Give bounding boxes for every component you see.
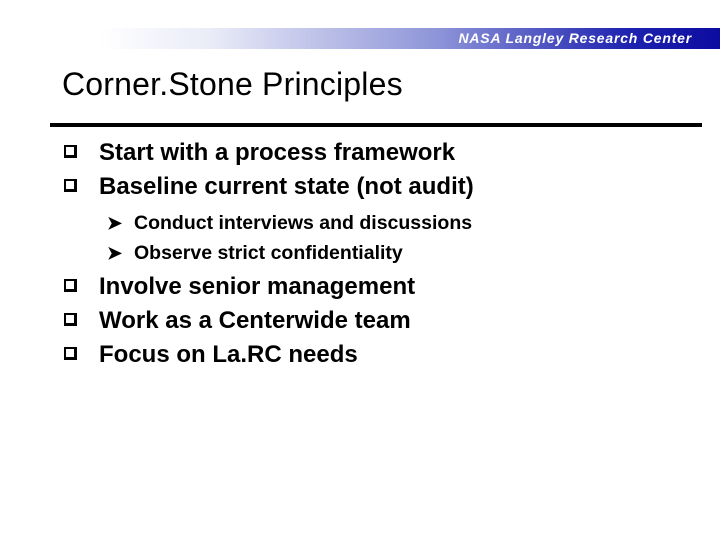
sub-bullet-text: Conduct interviews and discussions <box>134 212 473 234</box>
checkbox-bullet-icon <box>64 347 77 360</box>
bullet-text: Start with a process framework <box>99 139 456 166</box>
header-banner <box>100 28 720 49</box>
bullet-text: Baseline current state (not audit) <box>99 173 474 200</box>
slide-title: Corner.Stone Principles <box>62 66 403 102</box>
checkbox-bullet-icon <box>64 145 77 158</box>
bullet-text: Focus on La.RC needs <box>99 341 358 368</box>
bullet-text: Involve senior management <box>99 273 416 300</box>
title-divider <box>50 123 702 127</box>
arrow-bullet-icon: ➤ <box>107 243 123 263</box>
bullet-text: Work as a Centerwide team <box>99 307 411 334</box>
arrow-bullet-icon: ➤ <box>107 213 123 233</box>
checkbox-bullet-icon <box>64 179 77 192</box>
organization-name: NASA Langley Research Center <box>458 30 692 46</box>
checkbox-bullet-icon <box>64 313 77 326</box>
checkbox-bullet-icon <box>64 279 77 292</box>
sub-bullet-text: Observe strict confidentiality <box>134 242 403 264</box>
